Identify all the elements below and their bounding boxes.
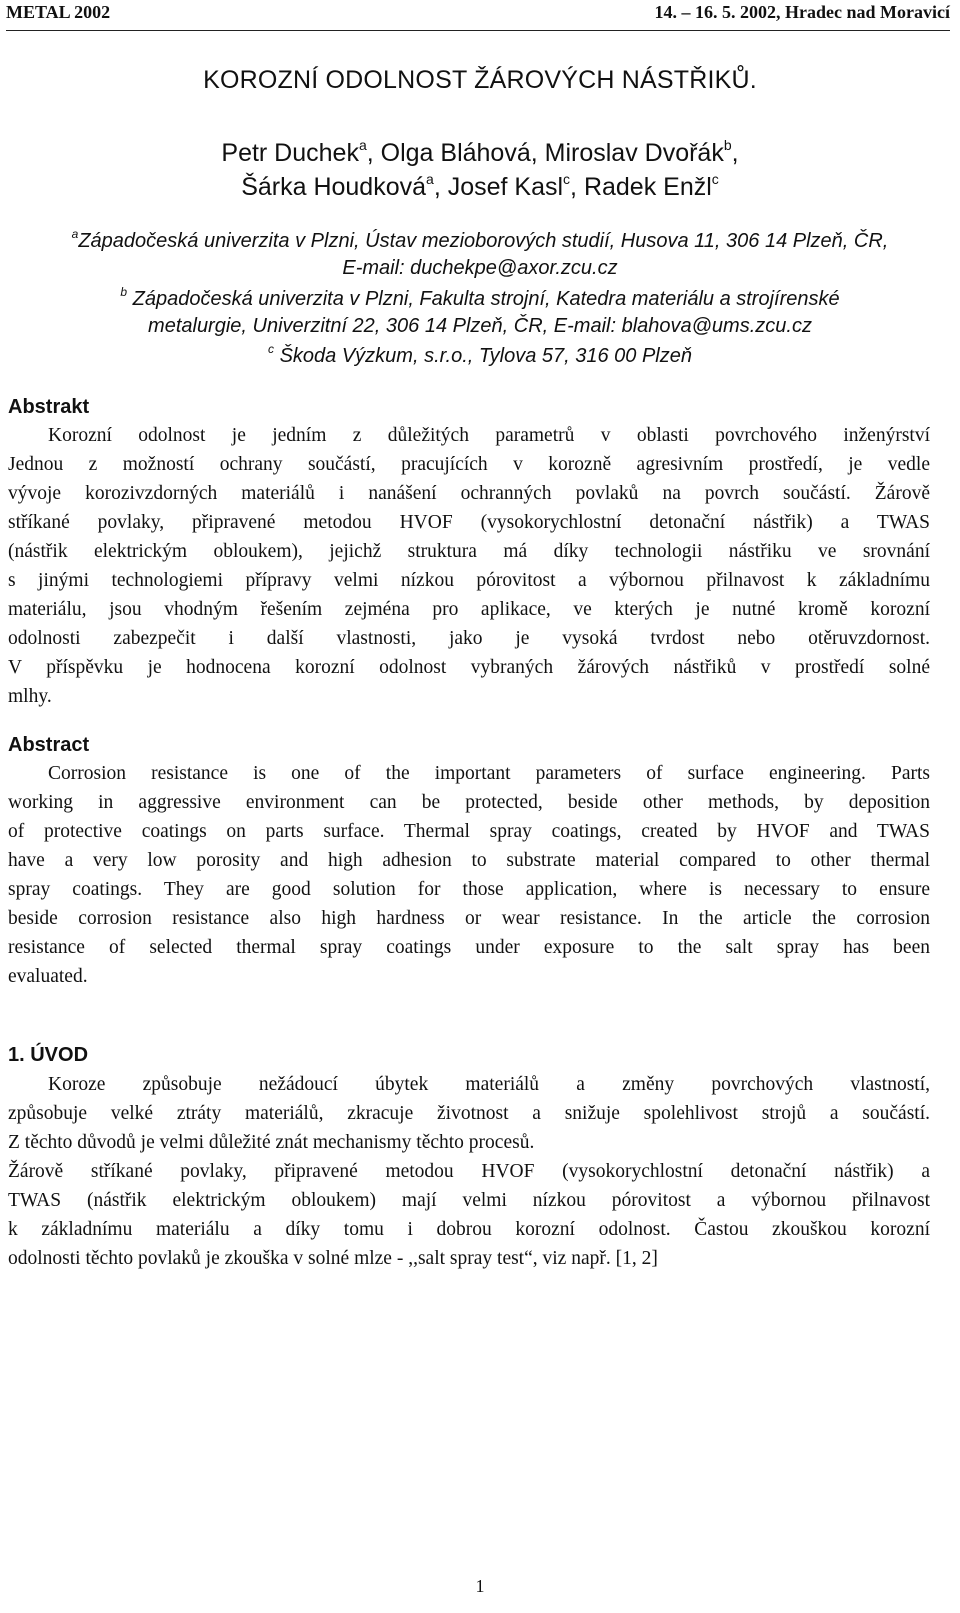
affiliation-mark: c xyxy=(563,171,571,187)
affiliation-email: E-mail: duchekpe@axor.zcu.cz xyxy=(342,257,618,279)
author-line-2 xyxy=(0,170,960,204)
text-line: Korozní odolnost je jedním z důležitých parametrů v oblasti povrchového inženýrství xyxy=(48,425,930,446)
abstrakt-heading: Abstrakt xyxy=(8,396,90,418)
affiliation-mark: b xyxy=(723,137,732,153)
conference-date-place: 14. – 16. 5. 2002, Hradec nad Moravicí xyxy=(654,2,950,22)
text-line: s jinými technologiemi přípravy velmi nízkou pórovitost a výbornou přilnavost k základnímu xyxy=(8,570,930,591)
author-name: , Josef Kasl xyxy=(433,173,564,201)
text-line: Žárově stříkané povlaky, připravené metodou HVOF (vysokorychlostní detonační nástřik) a xyxy=(8,1161,930,1182)
page-number: 1 xyxy=(475,1576,485,1596)
text-line: odolnosti těchto povlaků je zkouška v solné mlze - ,,salt spray test“, viz např. [1, 2] xyxy=(8,1248,658,1269)
author-list xyxy=(0,136,960,204)
text-line: TWAS (nástřik elektrickým obloukem) mají velmi nízkou pórovitost a výbornou přilnavost xyxy=(8,1190,930,1211)
text-line: of protective coatings on parts surface. Thermal spray coatings, created by HVOF and TWAS xyxy=(8,821,930,842)
affiliation-a xyxy=(0,228,960,282)
affiliation-mark: a xyxy=(426,171,434,187)
abstract-body xyxy=(8,759,930,991)
author-name: Petr Duchek xyxy=(221,139,359,167)
text-line: mlhy. xyxy=(8,686,52,707)
text-line: vývoje korozivzdorných materiálů i nanášení ochranných povlaků na povrch součástí. Žárově xyxy=(8,483,930,504)
paper-title: KOROZNÍ ODOLNOST ŽÁROVÝCH NÁSTŘIKŮ. xyxy=(203,66,757,94)
text-line: Z těchto důvodů je velmi důležité znát mechanismy těchto procesů. xyxy=(8,1132,535,1153)
affiliation-text: Škoda Výzkum, s.r.o., Tylova 57, 316 00 Plzeň xyxy=(279,345,692,367)
affiliation-mark: c xyxy=(268,342,274,356)
text-line: V příspěvku je hodnocena korozní odolnost vybraných žárových nástřiků v prostředí solné xyxy=(8,657,930,678)
section-heading-uvod: 1. ÚVOD xyxy=(8,1044,89,1066)
text-line: beside corrosion resistance also high hardness or wear resistance. In the article the corrosion xyxy=(8,908,930,929)
author-name: Šárka Houdková xyxy=(241,173,427,201)
text-line: working in aggressive environment can be protected, beside other methods, by deposition xyxy=(8,792,930,813)
affiliation-mark: a xyxy=(71,227,79,241)
text-line: materiálu, jsou vhodným řešením zejména pro aplikace, ve kterých je nutné kromě korozní xyxy=(8,599,930,620)
affiliation-c xyxy=(0,343,960,370)
conference-name: METAL 2002 xyxy=(6,2,111,22)
affiliation-mark: c xyxy=(711,171,719,187)
text-line: evaluated. xyxy=(8,966,88,987)
author-name: , Radek Enžl xyxy=(570,173,712,201)
text-line: (nástřik elektrickým obloukem), jejichž struktura má díky technologii nástřiku ve srovnání xyxy=(8,541,930,562)
text-line: Jednou z možností ochrany součástí, pracujících v korozně agresivním prostředí, je vedle xyxy=(8,454,930,475)
text-line: způsobuje velké ztráty materiálů, zkracuje životnost a snižuje spolehlivost strojů a součástí. xyxy=(8,1103,930,1124)
author-separator: , xyxy=(731,139,739,167)
text-line: stříkané povlaky, připravené metodou HVOF (vysokorychlostní detonační nástřik) a TWAS xyxy=(8,512,930,533)
text-line: resistance of selected thermal spray coatings under exposure to the salt spray has been xyxy=(8,937,930,958)
text-line: Koroze způsobuje nežádoucí úbytek materiálů a změny povrchových vlastností, xyxy=(48,1074,930,1095)
text-line: have a very low porosity and high adhesion to substrate material compared to other thermal xyxy=(8,850,930,871)
affiliation-b xyxy=(0,286,960,340)
affiliation-text: Západočeská univerzita v Plzni, Ústav mezioborových studií, Husova 11, 306 14 Plzeň, ČR, xyxy=(78,230,889,252)
text-line: odolnosti zabezpečit i další vlastnosti, jako je vysoká tvrdost nebo otěruvzdornost. xyxy=(8,628,930,649)
author-line-1 xyxy=(0,136,960,170)
affiliation-mark: a xyxy=(358,137,367,153)
running-header xyxy=(6,0,950,31)
text-line: spray coatings. They are good solution for those application, where is necessary to ensure xyxy=(8,879,930,900)
text-line: k základnímu materiálu a díky tomu i dobrou korozní odolnost. Častou zkouškou korozní xyxy=(8,1219,930,1240)
affiliation-text: Západočeská univerzita v Plzni, Fakulta strojní, Katedra materiálu a strojírenské xyxy=(132,288,840,310)
affiliation-text-cont: metalurgie, Univerzitní 22, 306 14 Plzeň, ČR, E-mail: blahova@ums.zcu.cz xyxy=(148,315,812,337)
text-line: Corrosion resistance is one of the important parameters of surface engineering. Parts xyxy=(48,763,930,784)
author-name: , Olga Bláhová, Miroslav Dvořák xyxy=(366,139,724,167)
uvod-body xyxy=(8,1070,930,1273)
abstrakt-body xyxy=(8,421,930,711)
abstract-heading: Abstract xyxy=(8,734,90,756)
affiliation-mark: b xyxy=(120,285,128,299)
